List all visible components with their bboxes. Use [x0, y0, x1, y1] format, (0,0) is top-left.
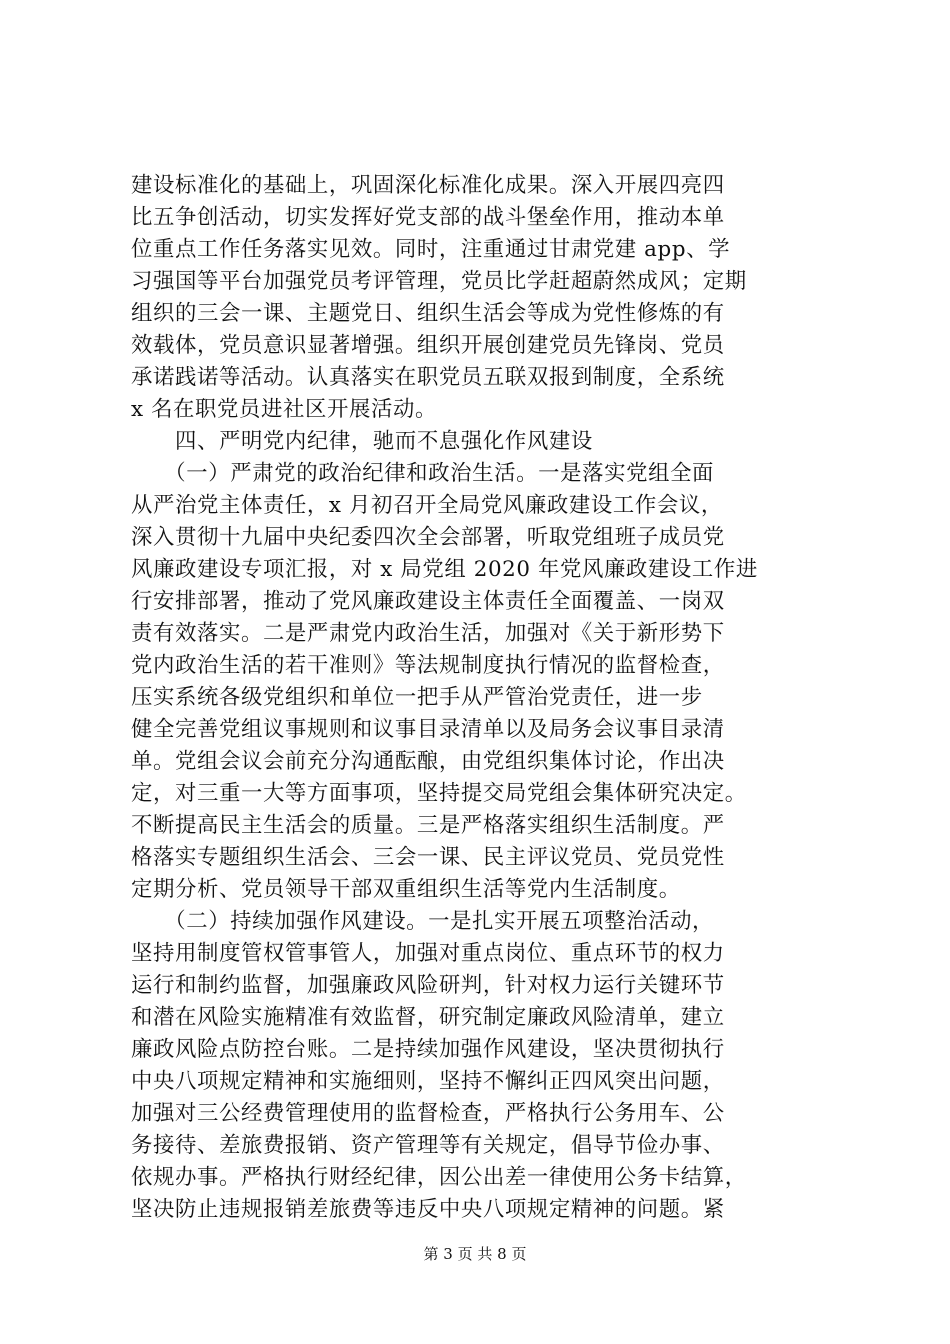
body-text — [131, 170, 831, 1226]
text-line: 承诺践诺等活动。认真落实在职党员五联双报到制度，全系统 — [131, 365, 725, 390]
text-line: 责有效落实。二是严肃党内政治生活，加强对《关于新形势下 — [131, 621, 725, 646]
text-line: 行安排部署，推动了党风廉政建设主体责任全面覆盖、一岗双 — [131, 589, 725, 614]
text-line: （一）严肃党的政治纪律和政治生活。一是落实党组全面 — [131, 461, 715, 486]
text-line: 位重点工作任务落实见效。同时，注重通过甘肃党建 app、学 — [131, 237, 731, 262]
text-line: 坚持用制度管权管事管人，加强对重点岗位、重点环节的权力 — [131, 941, 725, 966]
text-line: 依规办事。严格执行财经纪律，因公出差一律使用公务卡结算， — [131, 1165, 747, 1190]
text-line: 务接待、差旅费报销、资产管理等有关规定，倡导节俭办事、 — [131, 1133, 725, 1158]
text-line: 坚决防止违规报销差旅费等违反中央八项规定精神的问题。紧 — [131, 1197, 725, 1222]
text-line: 格落实专题组织生活会、三会一课、民主评议党员、党员党性 — [131, 845, 725, 870]
section-heading: 四、严明党内纪律，驰而不息强化作风建设 — [131, 429, 593, 454]
page-footer — [0, 1244, 950, 1264]
text-line: 健全完善党组议事规则和议事目录清单以及局务会议事目录清 — [131, 717, 725, 742]
text-line: 比五争创活动，切实发挥好党支部的战斗堡垒作用，推动本单 — [131, 205, 725, 230]
text-line: 单。党组会议会前充分沟通酝酿，由党组织集体讨论，作出决 — [131, 749, 725, 774]
text-line: 建设标准化的基础上，巩固深化标准化成果。深入开展四亮四 — [131, 173, 725, 198]
text-line: 廉政风险点防控台账。二是持续加强作风建设，坚决贯彻执行 — [131, 1037, 725, 1062]
text-line: 效载体，党员意识显著增强。组织开展创建党员先锋岗、党员 — [131, 333, 725, 358]
text-line: 风廉政建设专项汇报，对 x 局党组 2020 年党风廉政建设工作进 — [131, 557, 758, 582]
page-number: 第 3 页 共 8 页 — [423, 1245, 527, 1263]
text-line: 从严治党主体责任，x 月初召开全局党风廉政建设工作会议， — [131, 493, 723, 518]
text-line: 压实系统各级党组织和单位一把手从严管治党责任，进一步 — [131, 685, 703, 710]
text-line: 定期分析、党员领导干部双重组织生活等党内生活制度。 — [131, 877, 681, 902]
text-line: （二）持续加强作风建设。一是扎实开展五项整治活动， — [131, 909, 715, 934]
text-line: 加强对三公经费管理使用的监督检查，严格执行公务用车、公 — [131, 1101, 725, 1126]
text-line: 和潜在风险实施精准有效监督，研究制定廉政风险清单，建立 — [131, 1005, 725, 1030]
text-line: 运行和制约监督，加强廉政风险研判，针对权力运行关键环节 — [131, 973, 725, 998]
text-line: 中央八项规定精神和实施细则，坚持不懈纠正四风突出问题， — [131, 1069, 725, 1094]
text-line: 组织的三会一课、主题党日、组织生活会等成为党性修炼的有 — [131, 301, 725, 326]
text-line: 习强国等平台加强党员考评管理，党员比学赶超蔚然成风；定期 — [131, 269, 747, 294]
text-line: 定，对三重一大等方面事项，坚持提交局党组会集体研究决定。 — [131, 781, 747, 806]
text-line: 深入贯彻十九届中央纪委四次全会部署，听取党组班子成员党 — [131, 525, 725, 550]
text-line: x 名在职党员进社区开展活动。 — [131, 397, 437, 422]
text-line: 不断提高民主生活会的质量。三是严格落实组织生活制度。严 — [131, 813, 725, 838]
text-line: 党内政治生活的若干准则》等法规制度执行情况的监督检查， — [131, 653, 725, 678]
